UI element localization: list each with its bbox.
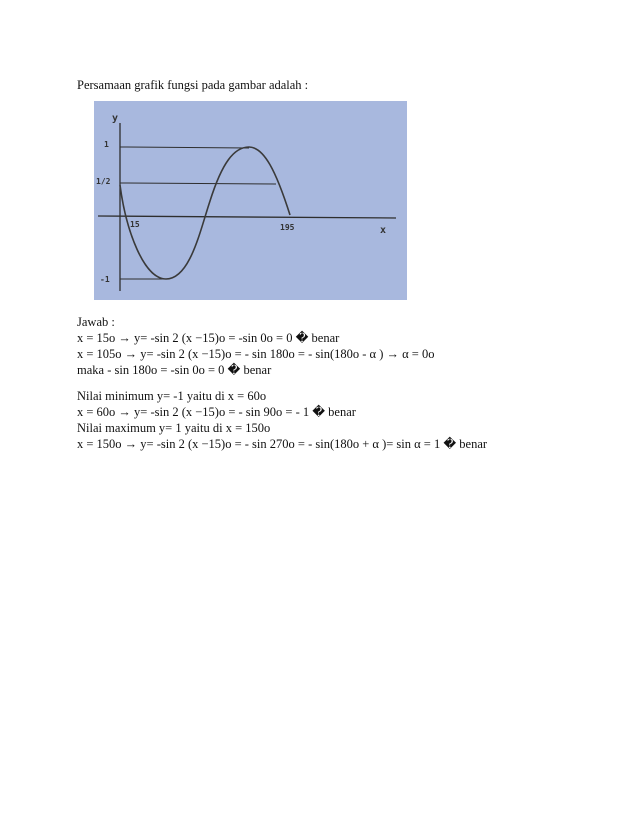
answer-line-2: x = 105o → y= -sin 2 (x −15)o = - sin 180o = - sin(180o - α ) → α = 0o: [77, 347, 435, 361]
graph-svg: [94, 101, 407, 300]
question-text: Persamaan grafik fungsi pada gambar adalah :: [77, 78, 309, 92]
y-tick-half: 1/2: [96, 177, 111, 186]
answer-heading: Jawab :: [77, 315, 115, 329]
answer-block-2: [77, 388, 487, 452]
min-statement: Nilai minimum y= -1 yaitu di x = 60o: [77, 389, 267, 403]
min-check: x = 60o → y= -sin 2 (x −15)o = - sin 90o = - 1 � benar: [77, 405, 356, 419]
y-axis-label: y: [112, 113, 119, 124]
sine-curve: [120, 147, 290, 279]
max-statement: Nilai maximum y= 1 yaitu di x = 150o: [77, 421, 271, 435]
answer-line-3: maka - sin 180o = -sin 0o = 0 � benar: [77, 363, 272, 377]
x-axis: [98, 216, 396, 218]
answer-line-1: x = 15o → y= -sin 2 (x −15)o = -sin 0o = 0 � benar: [77, 331, 340, 345]
x-tick-195: 195: [280, 223, 295, 232]
reference-line-y-half: [120, 183, 276, 184]
y-tick-neg1: -1: [100, 275, 110, 284]
x-axis-label: x: [380, 225, 387, 236]
reference-line-y1: [120, 147, 249, 148]
answer-block: [77, 314, 434, 378]
function-graph-figure: [94, 101, 407, 300]
max-check: x = 150o → y= -sin 2 (x −15)o = - sin 270o = - sin(180o + α )= sin α = 1 � benar: [77, 437, 488, 451]
x-tick-15: 15: [130, 220, 140, 229]
y-tick-1: 1: [104, 140, 109, 149]
